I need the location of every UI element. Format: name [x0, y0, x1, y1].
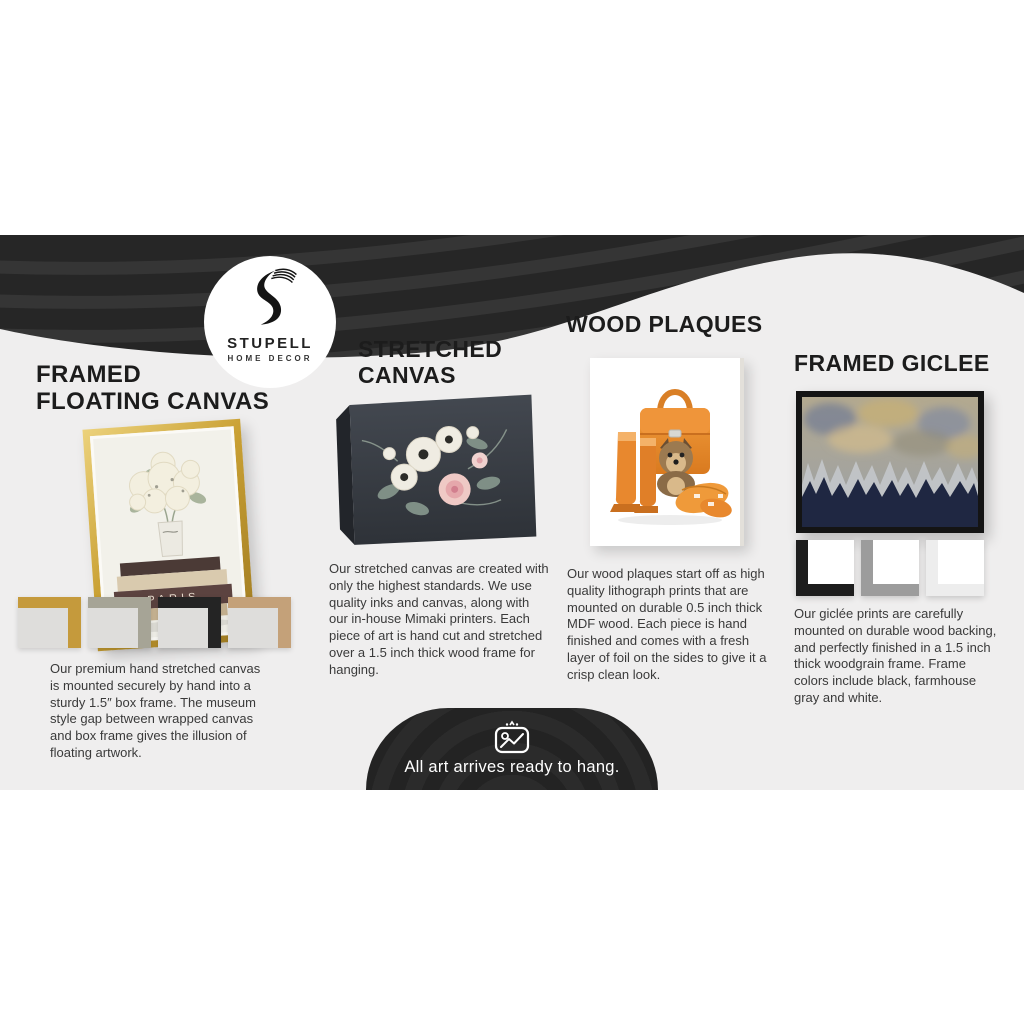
section-description-wood: Our wood plaques start off as high quality lithograph prints that are mounted on durable 0.5 inch thick MDF wood. Each piece is hand finished and comes with a fresh layer of foil on the sides to give it a crisp clean look.	[567, 566, 767, 682]
section-title-stretched	[358, 337, 502, 389]
section-title-wood	[566, 312, 762, 338]
title-line: FRAMED GICLEE	[794, 350, 990, 376]
brand-logo	[204, 256, 336, 388]
frame-swatch-white	[926, 540, 984, 596]
abstract-artwork	[802, 397, 978, 527]
section-description-stretched: Our stretched canvas are created with only the highest standards. We use quality inks and canvas, along with our in-house Mimaki printers. Each piece of art is hand cut and stretched over a 1.5 inch thick wood frame for hanging.	[329, 561, 549, 677]
footer-message: All art arrives ready to hang.	[404, 758, 620, 776]
section-description-giclee: Our giclée prints are carefully mounted on durable wood backing, and perfectly finished in a 1.5 inch thick woodgrain frame. Frame colors include black, farmhouse gray and white.	[794, 606, 997, 705]
brand-name: STUPELL	[227, 335, 313, 352]
frame-swatch-black	[158, 597, 221, 648]
frame-swatch-silver	[88, 597, 151, 648]
title-line: FRAMED	[36, 361, 142, 388]
frame-swatch-gray	[861, 540, 919, 596]
dog-and-bag-artwork	[590, 358, 736, 546]
title-line: CANVAS	[358, 361, 456, 388]
giclee-frame-swatches	[796, 540, 984, 596]
framed-giclee-product-image	[796, 391, 984, 533]
stretched-canvas-product-image	[328, 390, 542, 552]
wood-plaque-product-image	[590, 358, 744, 546]
brand-tagline: HOME DECOR	[227, 354, 313, 363]
frame-swatch-gold	[18, 597, 81, 648]
floating-frame-swatches	[18, 597, 291, 648]
section-description-floating: Our premium hand stretched canvas is mounted securely by hand into a sturdy 1.5″ box frame. The museum style gap between wrapped canvas and box frame gives the illusion of floating artwork.	[50, 661, 261, 760]
framed-art-icon	[492, 720, 532, 754]
title-line: STRETCHED	[358, 336, 503, 362]
section-title-giclee	[794, 351, 990, 377]
footer-banner	[366, 708, 658, 790]
frame-swatch-tan	[228, 597, 291, 648]
frame-swatch-black	[796, 540, 854, 596]
swoosh-s-icon	[237, 264, 303, 330]
title-line: FLOATING CANVAS	[36, 387, 270, 415]
title-line: WOOD PLAQUES	[566, 311, 763, 337]
